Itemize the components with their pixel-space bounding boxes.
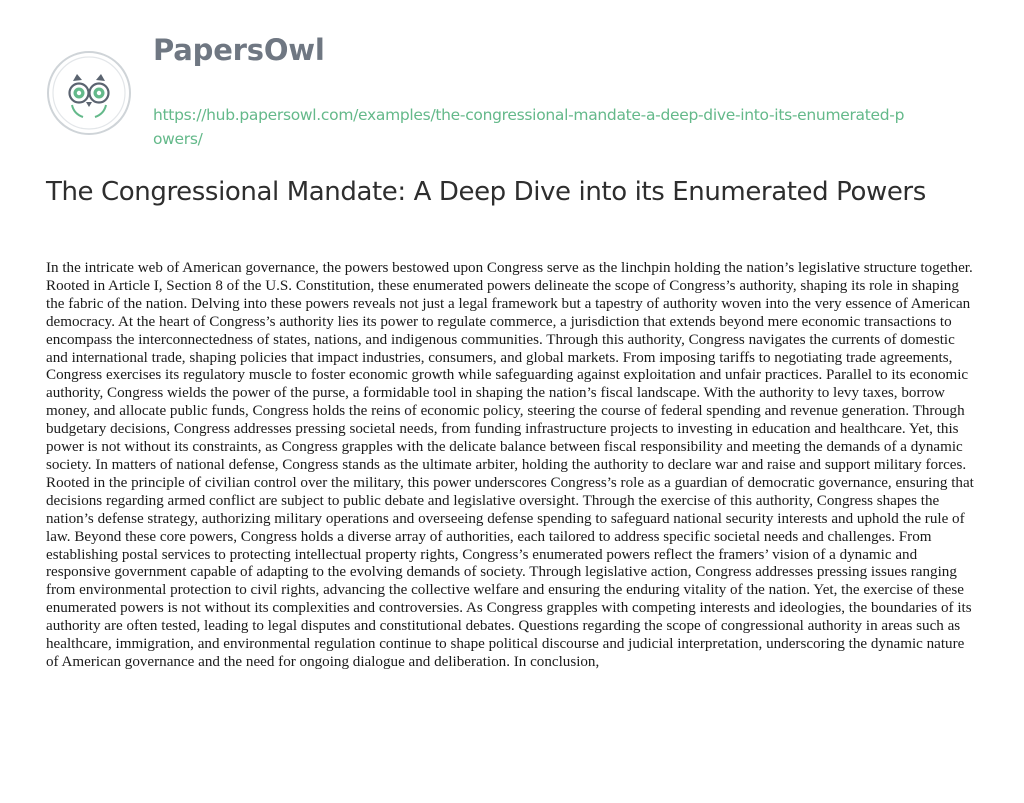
article-title: The Congressional Mandate: A Deep Dive into its Enumerated Powers bbox=[46, 177, 926, 207]
owl-logo-icon bbox=[46, 50, 132, 136]
article-body: In the intricate web of American governance, the powers bestowed upon Congress serve as the linchpin holding the nation’s legislative structure together. Rooted in Article I, Section 8 of the U.S. Constitution, these enumerated powers delineate the scope of Congress’s authority, shaping its role in shaping the fabric of the nation. Delving into these powers reveals not just a legal framework but a tapestry of authority woven into the very essence of American democracy. At the heart of Congress’s authority lies its power to regulate commerce, a jurisdiction that extends beyond mere economic transactions to encompass the interconnectedness of states, nations, and indigenous communities. Through this authority, Congress navigates the currents of domestic and international trade, shaping policies that impact industries, consumers, and global markets. From imposing tariffs to negotiating trade agreements, Congress exercises its regulatory muscle to foster economic growth while safeguarding against exploitation and unfair practices. Parallel to its economic authority, Congress wields the power of the purse, a formidable tool in shaping the nation’s fiscal landscape. With the authority to levy taxes, borrow money, and allocate public funds, Congress holds the reins of economic policy, steering the course of federal spending and revenue generation. Through budgetary decisions, Congress addresses pressing societal needs, from funding infrastructure projects to investing in education and healthcare. Yet, this power is not without its constraints, as Congress grapples with the delicate balance between fiscal responsibility and meeting the demands of a dynamic society. In matters of national defense, Congress stands as the ultimate arbiter, holding the authority to declare war and raise and support military forces. Rooted in the principle of civilian control over the military, this power underscores Congress’s role as a guardian of democratic governance, ensuring that decisions regarding armed conflict are subject to public debate and legislative oversight. Through the exercise of this authority, Congress shapes the nation’s defense strategy, authorizing military operations and overseeing defense spending to safeguard national security interests and uphold the rule of law. Beyond these core powers, Congress holds a diverse array of authorities, each tailored to address specific societal needs and challenges. From establishing postal services to protecting intellectual property rights, Congress’s enumerated powers reflect the framers’ vision of a dynamic and responsive government capable of adapting to the evolving demands of society. Through legislative action, Congress addresses pressing issues ranging from environmental protection to civil rights, advancing the collective welfare and ensuring the enduring vitality of the nation. Yet, the exercise of these enumerated powers is not without its complexities and controversies. As Congress grapples with competing interests and ideologies, the boundaries of its authority are often tested, leading to legal disputes and constitutional debates. Questions regarding the scope of congressional authority in areas such as healthcare, immigration, and environmental regulation continue to shape political discourse and judicial interpretation, underscoring the dynamic nature of American governance and the need for ongoing dialogue and deliberation. In conclusion, bbox=[46, 260, 974, 670]
source-url-link[interactable]: https://hub.papersowl.com/examples/the-congressional-mandate-a-deep-dive-into-its-enumerated-powers/ bbox=[153, 106, 905, 148]
brand-name: PapersOwl bbox=[153, 33, 325, 67]
